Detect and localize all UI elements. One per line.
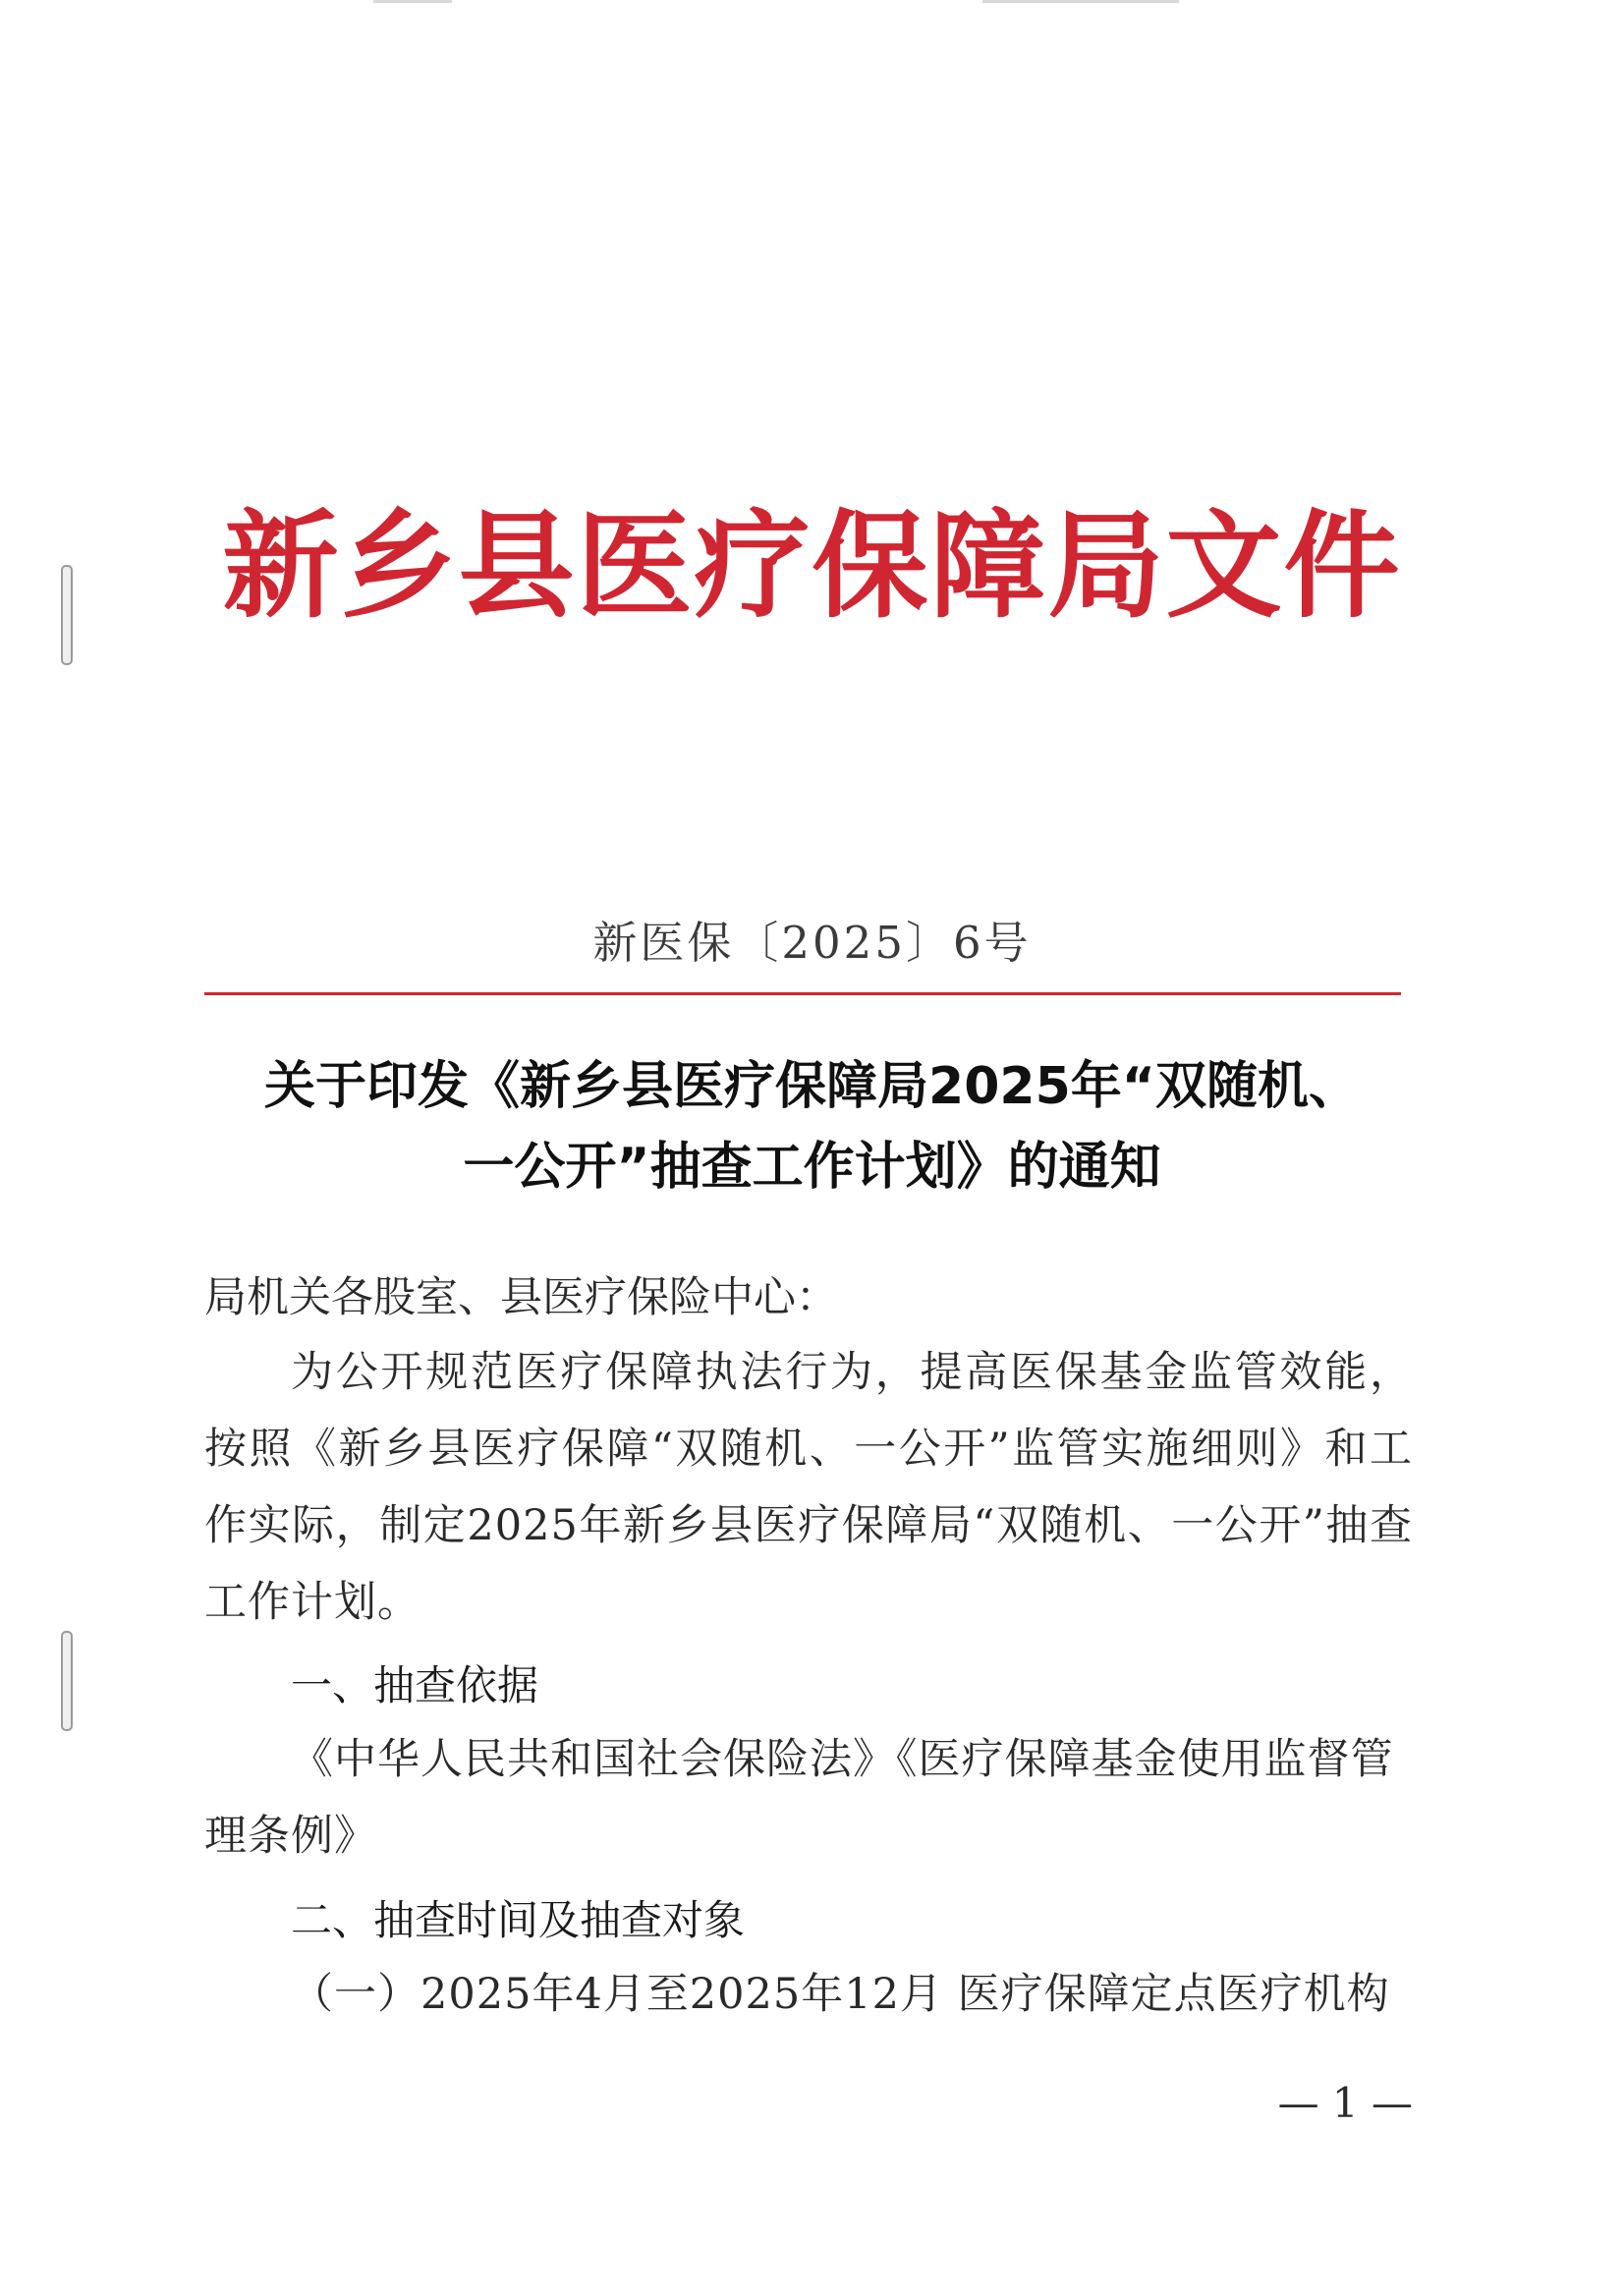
staple-mark-bottom xyxy=(61,1631,73,1731)
page-number: — 1 — xyxy=(1277,2079,1413,2127)
section-heading-time-and-targets: 二、抽查时间及抽查对象 xyxy=(291,1896,746,1944)
intro-paragraph: 为公开规范医疗保障执法行为，提高医保基金监管效能，按照《新乡县医疗保障“双随机、一公开”监管实施细则》和工作实际，制定2025年新乡县医疗保障局“双随机、一公开”抽查工作计划。 xyxy=(204,1348,1413,1627)
section-item-1: （一）2025年4月至2025年12月 医疗保障定点医疗机构 xyxy=(291,1970,1390,2019)
red-divider-line xyxy=(204,992,1401,995)
document-number: 新医保〔2025〕6号 xyxy=(592,917,1032,969)
section-basis-content: 《中华人民共和国社会保险法》《医疗保障基金使用监督管理条例》 xyxy=(204,1735,1394,1861)
header-title: 新乡县医疗保障局文件 xyxy=(222,497,1402,634)
scan-mark xyxy=(373,0,452,3)
notice-title-line-1: 关于印发《新乡县医疗保障局2025年“双随机、 xyxy=(264,1057,1360,1116)
section-heading-basis: 一、抽查依据 xyxy=(291,1661,539,1709)
notice-title-line-2: 一公开”抽查工作计划》的通知 xyxy=(463,1138,1161,1197)
scan-mark xyxy=(982,0,1179,3)
notice-title xyxy=(147,1046,1477,1207)
addressee: 局机关各股室、县医疗保险中心： xyxy=(204,1273,838,1322)
